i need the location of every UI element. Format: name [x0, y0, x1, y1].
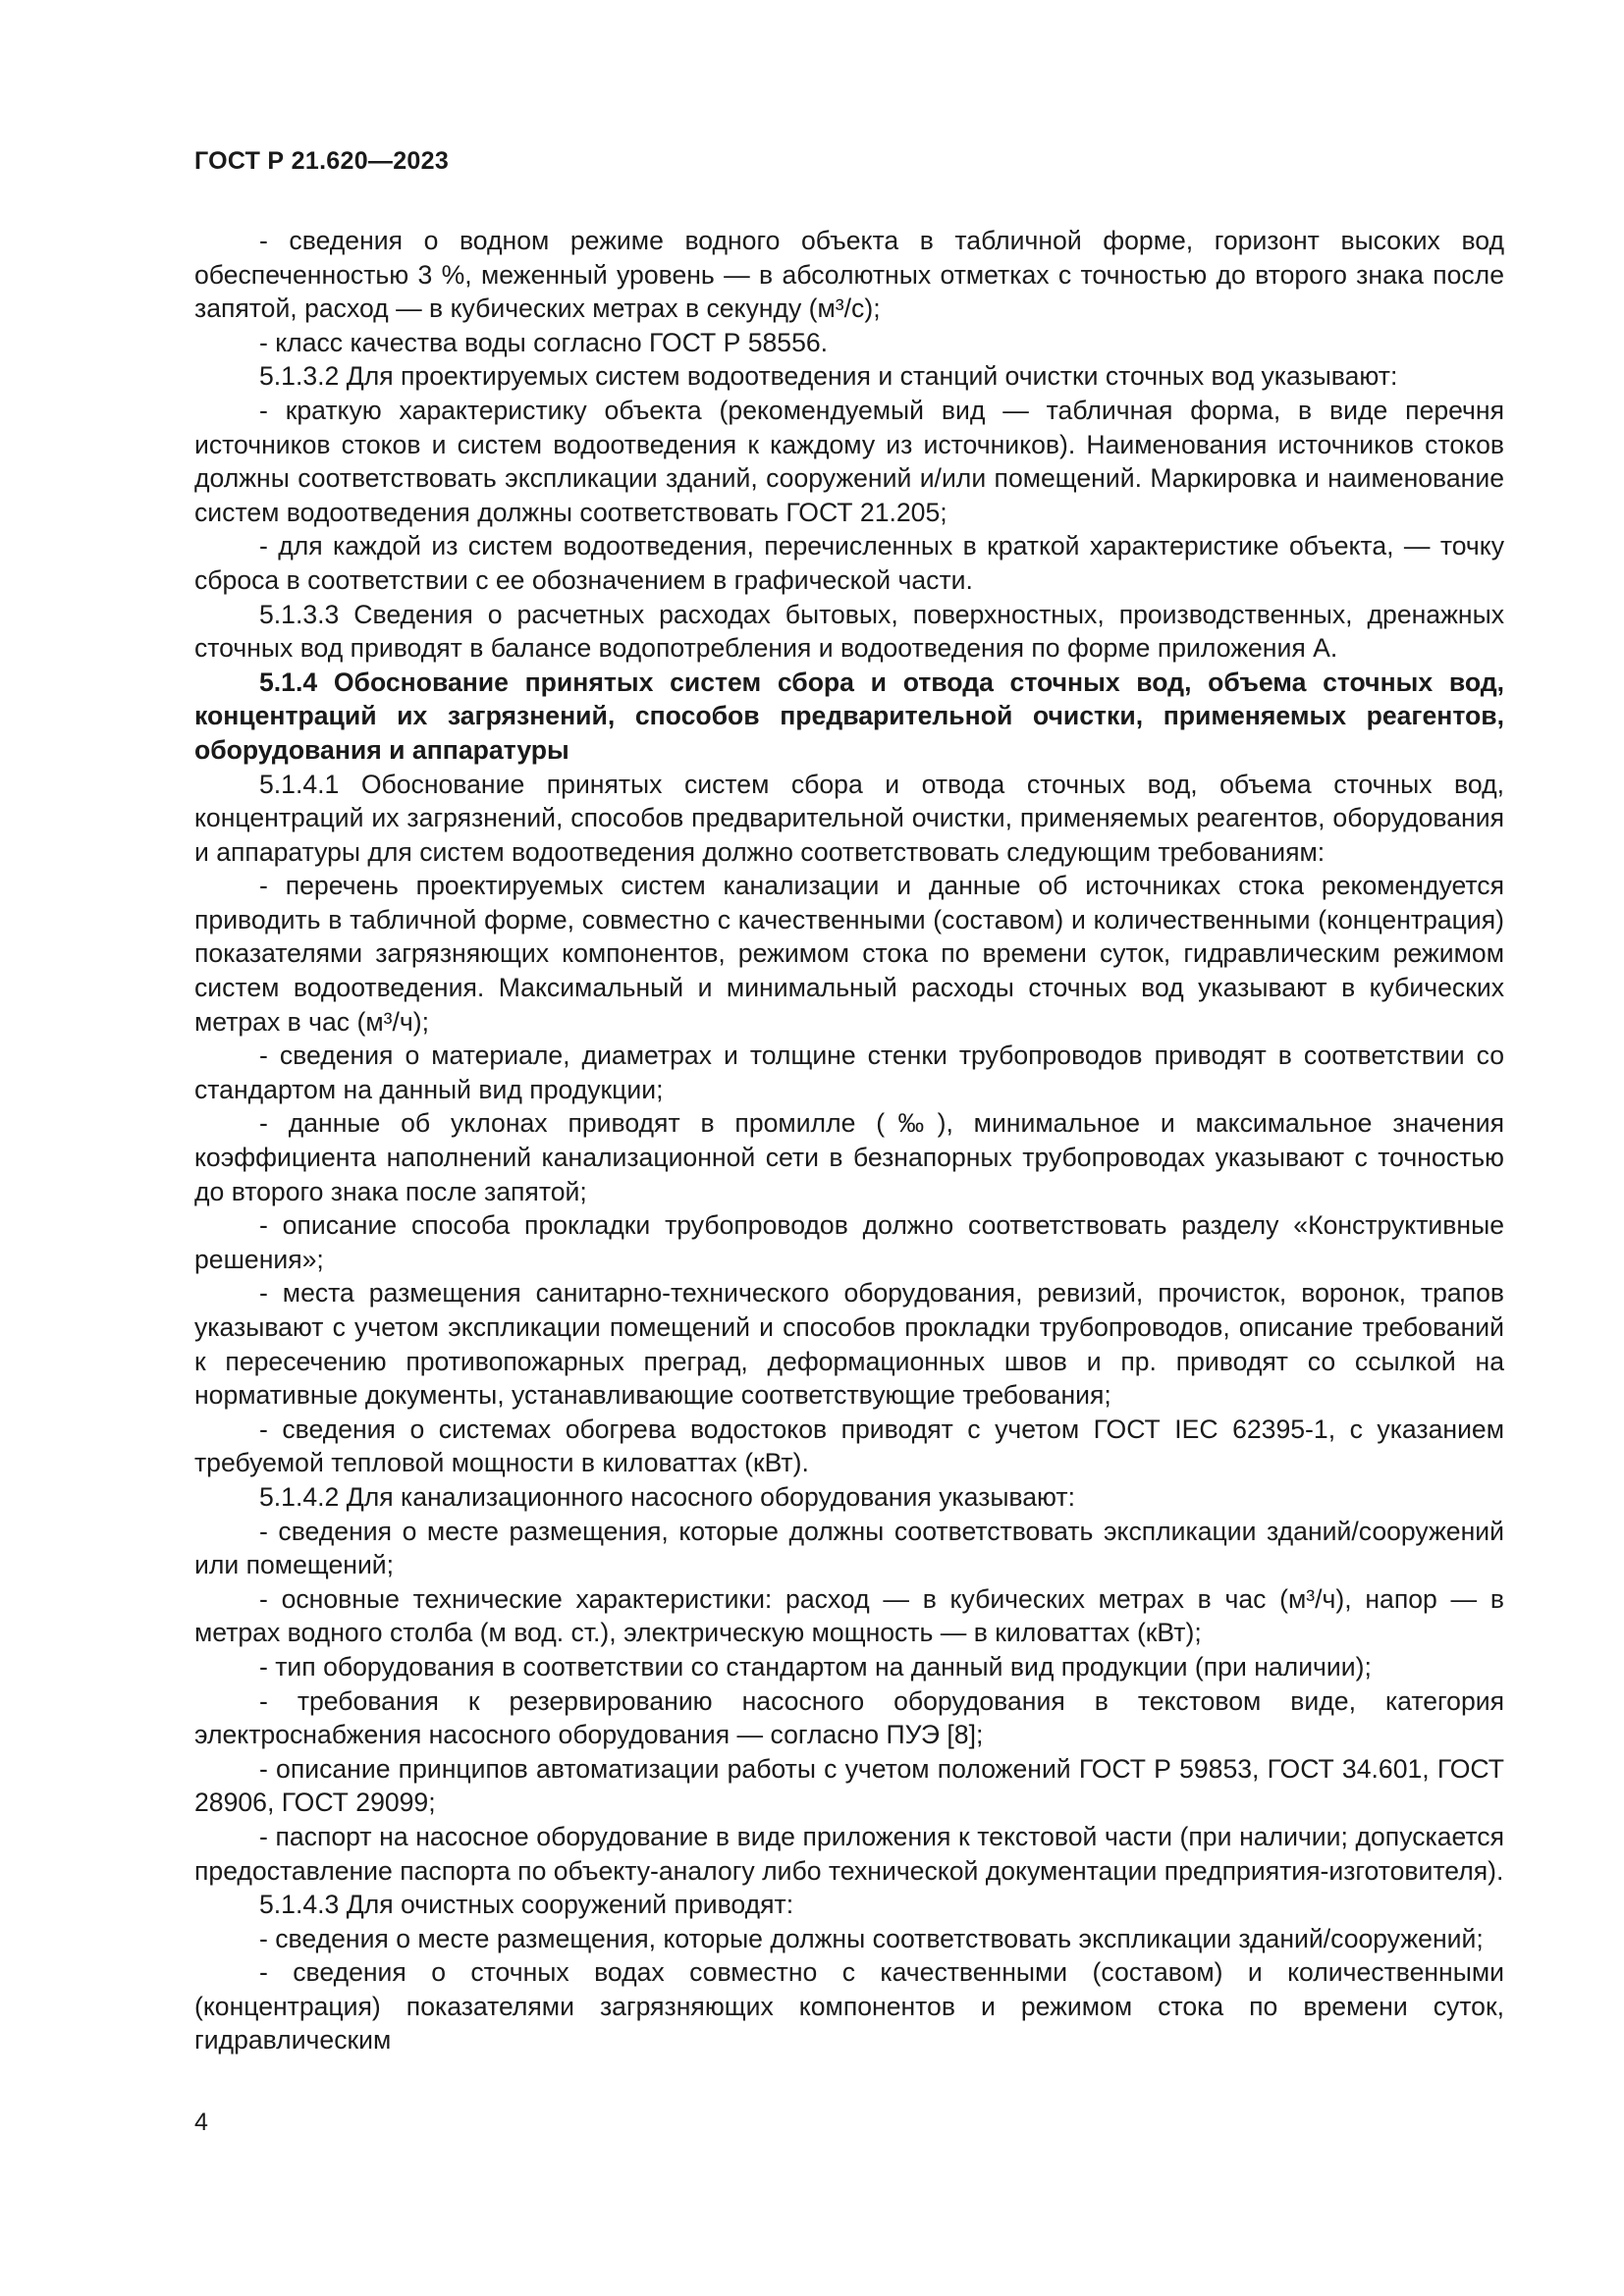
- paragraph: 5.1.4.3 Для очистных сооружений приводят:: [259, 1890, 794, 1920]
- paragraph: 5.1.4.1 Обоснование принятых систем сбора и отвода сточных вод, объема сточных вод, концентраций их загрязнений, способов предварительной очистки, применяемых реагентов, оборудования и аппаратуры для систем водоотведения должно соответствовать следующим требованиям:: [194, 769, 1504, 867]
- paragraph: - основные технические характеристики: расход — в кубических метрах в час (м³/ч), напор — в метрах водного столба (м вод. ст.), электрическую мощность — в киловаттах (кВт);: [194, 1583, 1504, 1648]
- paragraph: - данные об уклонах приводят в промилле (‰), минимальное и максимальное значения коэффициента наполнений канализационной сети в безнапорных трубопроводах указывают с точностью до второго знака после запятой;: [194, 1108, 1504, 1206]
- paragraph: 5.1.3.2 Для проектируемых систем водоотведения и станций очистки сточных вод указывают:: [259, 361, 1398, 392]
- paragraph: 5.1.3.3 Сведения о расчетных расходах бытовых, поверхностных, производственных, дренажных сточных вод приводят в балансе водопотребления и водоотведения по форме приложения А.: [194, 599, 1504, 664]
- paragraph: - сведения о месте размещения, которые должны соответствовать экспликации зданий/сооружений;: [259, 1923, 1484, 1953]
- paragraph: - паспорт на насосное оборудование в виде приложения к текстовой части (при наличии; допускается предоставление паспорта по объекту-аналогу либо технической документации предприятия-изготовителя).: [194, 1821, 1504, 1886]
- paragraph: - перечень проектируемых систем канализации и данные об источниках стока рекомендуется приводить в табличной форме, совместно с качественными (составом) и количественными (концентрация) показателями загрязняющих компонентов, режимом стока по времени суток, гидравлическим режимом систем водоотведения. Максимальный и минимальный расходы сточных вод указывают в кубических метрах в час (м³/ч);: [194, 871, 1504, 1037]
- paragraph: - требования к резервированию насосного оборудования в текстовом виде, категория электроснабжения насосного оборудования — согласно ПУЭ [8];: [194, 1685, 1504, 1750]
- paragraph: - описание принципов автоматизации работы с учетом положений ГОСТ Р 59853, ГОСТ 34.601, ГОСТ 28906, ГОСТ 29099;: [194, 1753, 1504, 1818]
- paragraph: - места размещения санитарно-технического оборудования, ревизий, прочисток, воронок, трапов указывают с учетом экспликации помещений и способов прокладки трубопроводов, описание требований к пересечению противопожарных преград, деформационных швов и пр. приводят со ссылкой на нормативные документы, устанавливающие соответствующие требования;: [194, 1278, 1504, 1411]
- paragraph: - краткую характеристику объекта (рекомендуемый вид — табличная форма, в виде перечня источников стоков и систем водоотведения к каждому из источников). Наименования источников стоков должны соответствовать экспликации зданий, сооружений и/или помещений. Маркировка и наименование систем водоотведения должны соответствовать ГОСТ 21.205;: [194, 395, 1504, 527]
- paragraph: - сведения о сточных водах совместно с качественными (составом) и количественными (концентрация) показателями загрязняющих компонентов и режимом стока по времени суток, гидравлическим: [194, 1957, 1504, 2056]
- page-number: 4: [194, 2109, 208, 2136]
- paragraph: - сведения о водном режиме водного объекта в табличной форме, горизонт высоких вод обеспеченностью 3 %, меженный уровень — в абсолютных отметках с точностью до второго знака после запятой, расход — в кубических метрах в секунду (м³/с);: [194, 226, 1504, 324]
- paragraph: - сведения о месте размещения, которые должны соответствовать экспликации зданий/сооружений или помещений;: [194, 1516, 1504, 1580]
- document-header: ГОСТ Р 21.620—2023: [194, 147, 450, 175]
- paragraph: - тип оборудования в соответствии со стандартом на данный вид продукции (при наличии);: [259, 1651, 1372, 1682]
- paragraph: 5.1.4.2 Для канализационного насосного оборудования указывают:: [259, 1481, 1075, 1512]
- paragraph: - описание способа прокладки трубопроводов должно соответствовать разделу «Конструктивные решения»;: [194, 1210, 1504, 1274]
- section-heading: 5.1.4 Обоснование принятых систем сбора и отвода сточных вод, объема сточных вод, концентраций их загрязнений, способов предварительной очистки, применяемых реагентов, оборудования и аппаратуры: [194, 667, 1504, 765]
- paragraph: - сведения о системах обогрева водостоков приводят с учетом ГОСТ IEC 62395-1, с указанием требуемой тепловой мощности в киловаттах (кВт).: [194, 1414, 1504, 1478]
- document-body: [194, 224, 1504, 2057]
- paragraph: - для каждой из систем водоотведения, перечисленных в краткой характеристике объекта, — точку сброса в соответствии с ее обозначением в графической части.: [194, 531, 1504, 595]
- paragraph: - класс качества воды согласно ГОСТ Р 58556.: [259, 327, 829, 357]
- paragraph: - сведения о материале, диаметрах и толщине стенки трубопроводов приводят в соответствии со стандартом на данный вид продукции;: [194, 1041, 1504, 1104]
